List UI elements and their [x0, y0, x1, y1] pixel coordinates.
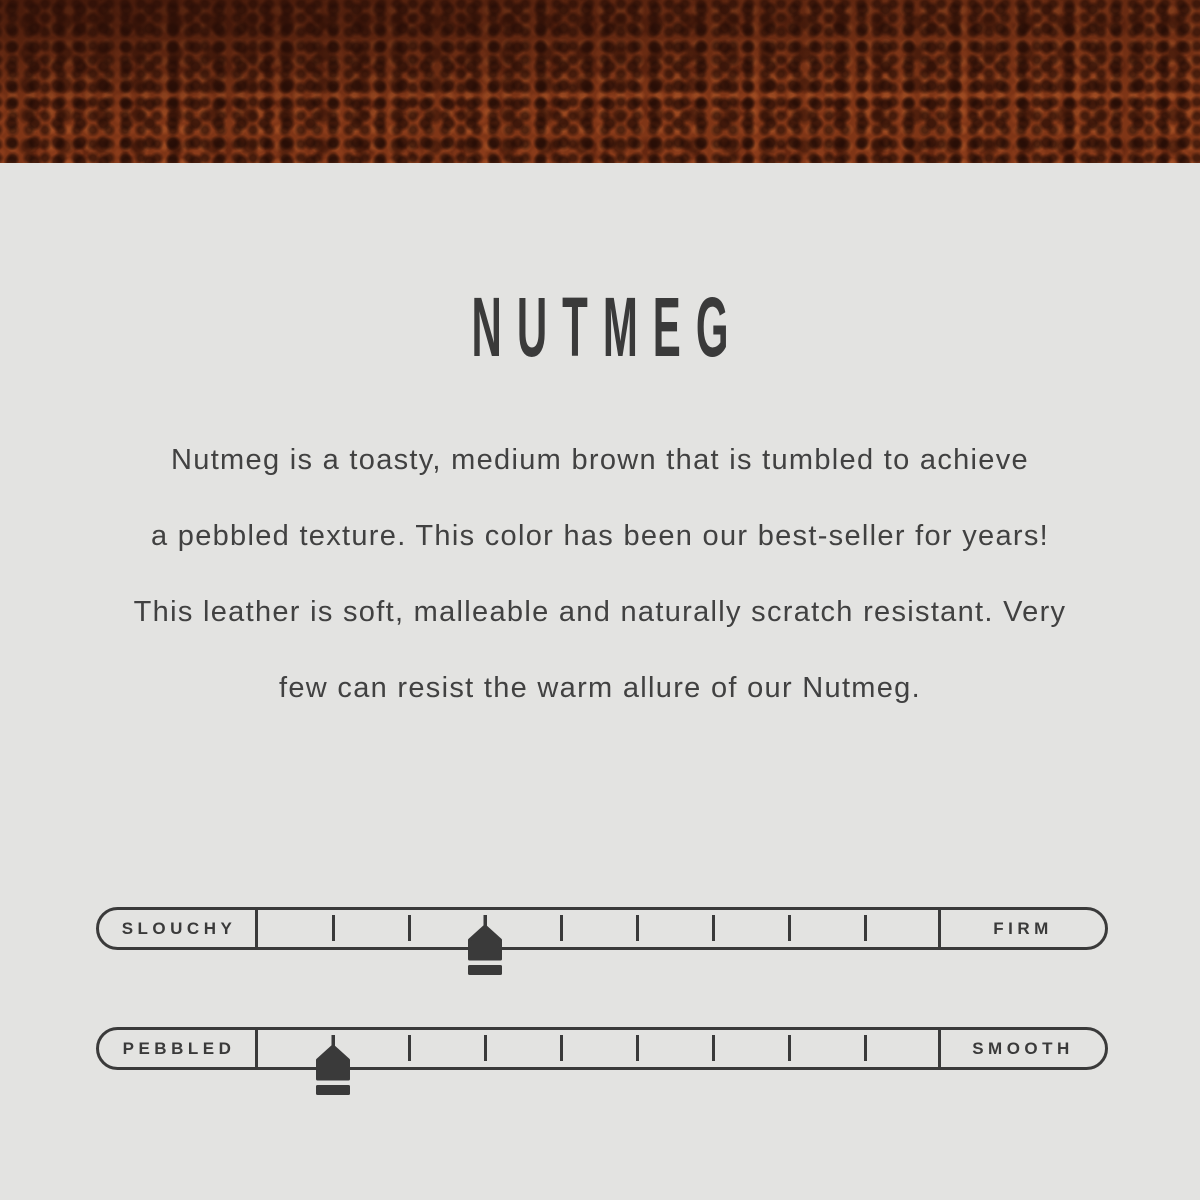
scale-tick: [788, 1035, 791, 1061]
scale-right-label: SMOOTH: [972, 1038, 1074, 1058]
scale-tick: [332, 915, 335, 941]
description-line-3: This leather is soft, malleable and naturally scratch resistant. Very: [133, 596, 1067, 628]
scale-tick: [560, 1035, 563, 1061]
scale-tick: [408, 915, 411, 941]
color-title: [0, 280, 1200, 374]
scale-slouchy-firm: [96, 907, 1108, 950]
scale-tick: [712, 915, 715, 941]
scale-track: [96, 907, 1108, 950]
scale-marker-pebbled-smooth: [313, 1035, 353, 1099]
scale-track: [96, 1027, 1108, 1070]
scale-tick: [864, 915, 867, 941]
label-divider: [255, 910, 258, 947]
color-title-text: NUTMEG: [471, 280, 744, 374]
leather-texture-image: [0, 0, 1200, 163]
description-line-4: few can resist the warm allure of our Nutmeg.: [279, 672, 921, 704]
scale-tick: [484, 1035, 487, 1061]
scale-marker-slouchy-firm: [465, 915, 505, 979]
scale-left-label: SLOUCHY: [121, 918, 237, 938]
scale-tick: [788, 915, 791, 941]
scale-left-label: PEBBLED: [122, 1038, 236, 1058]
scale-tick: [712, 1035, 715, 1061]
scale-pebbled-smooth: [96, 1027, 1108, 1070]
scale-tick: [636, 915, 639, 941]
color-description: [0, 422, 1200, 726]
label-divider: [255, 1030, 258, 1067]
scale-tick: [408, 1035, 411, 1061]
description-line-1: Nutmeg is a toasty, medium brown that is tumbled to achieve: [171, 444, 1029, 476]
scale-tick: [560, 915, 563, 941]
description-line-2: a pebbled texture. This color has been our best-seller for years!: [150, 520, 1049, 552]
scale-tick: [636, 1035, 639, 1061]
scale-right-label: FIRM: [993, 918, 1053, 938]
scale-tick: [864, 1035, 867, 1061]
